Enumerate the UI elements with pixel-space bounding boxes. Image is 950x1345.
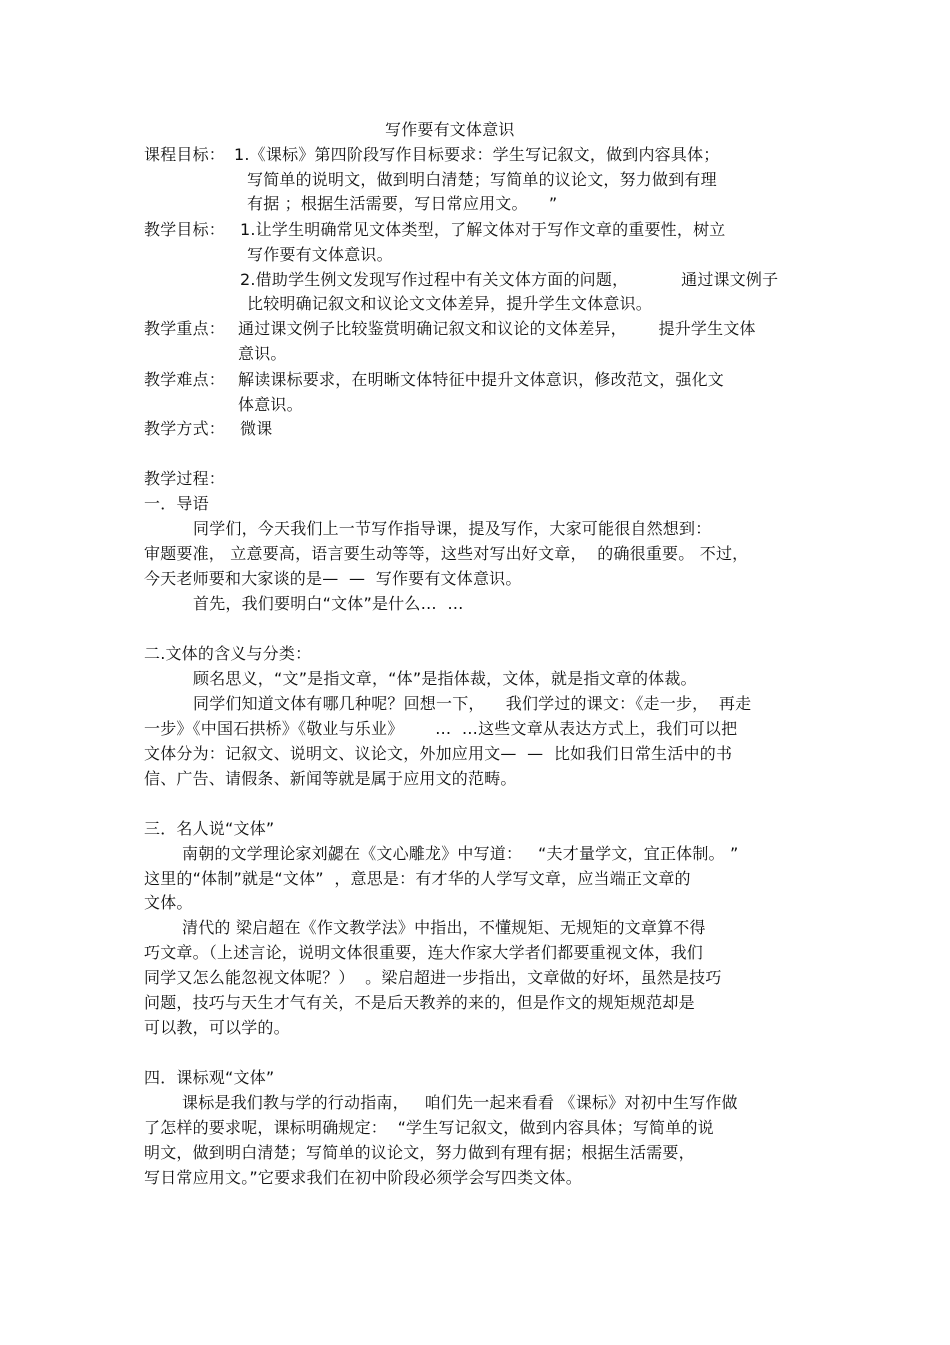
paragraph-line: 清代的 梁启超在《作文教学法》中指出，不懂规矩、无规矩的文章算不得 — [182, 918, 706, 937]
process-heading: 教学过程： — [144, 469, 226, 488]
key-point-line: 意识。 — [238, 344, 287, 363]
paragraph-line: 同学们，今天我们上一节写作指导课，提及写作，大家可能很自然想到： — [193, 519, 712, 538]
key-point-label: 教学重点： — [144, 319, 226, 338]
course-goal-line: 1.《课标》第四阶段写作目标要求：学生写记叙文，做到内容具体； — [234, 145, 720, 164]
method-value: 微课 — [240, 419, 273, 438]
paragraph-line: 这里的“体制”就是“文体” ，意思是：有才华的人学写文章，应当端正文章的 — [144, 869, 691, 888]
paragraph-line: 审题要准， 立意要高，语言要生动等等，这些对写出好文章， 的确很重要。 不过， — [144, 544, 749, 563]
paragraph-line: 一步》《中国石拱桥》《敬业与乐业》 … …这些文章从表达方式上，我们可以把 — [144, 719, 738, 738]
difficulty-line: 解读课标要求，在明晰文体特征中提升文体意识，修改范文，强化文 — [238, 370, 725, 389]
paragraph-line: 同学们知道文体有哪几种呢？回想一下， 我们学过的课文：《走一步， 再走 — [193, 694, 752, 713]
paragraph-line: 文体分为：记叙文、说明文、议论文，外加应用文— — 比如我们日常生活中的书 — [144, 744, 733, 763]
document-title: 写作要有文体意识 — [385, 120, 515, 139]
paragraph-line: 写日常应用文。”它要求我们在初中阶段必须学会写四类文体。 — [144, 1168, 582, 1187]
difficulty-label: 教学难点： — [144, 370, 226, 389]
paragraph-line: 同学又怎么能忽视文体呢？） 。梁启超进一步指出，文章做的好坏，虽然是技巧 — [144, 968, 722, 987]
paragraph-line: 信、广告、请假条、新闻等就是属于应用文的范畴。 — [144, 769, 517, 788]
teaching-goal-line: 写作要有文体意识。 — [247, 245, 393, 264]
course-goal-label: 课程目标： — [144, 145, 226, 164]
paragraph-line: 巧文章。（上述言论，说明文体很重要，连大作家大学者们都要重视文体，我们 — [144, 943, 704, 962]
teaching-goal-line: 2.借助学生例文发现写作过程中有关文体方面的问题， 通过课文例子 — [240, 270, 779, 289]
paragraph-line: 可以教，可以学的。 — [144, 1018, 290, 1037]
paragraph-line: 了怎样的要求呢，课标明确规定： “学生写记叙文，做到内容具体；写简单的说 — [144, 1118, 714, 1137]
section-heading: 二.文体的含义与分类： — [144, 644, 312, 663]
section-heading: 一．导语 — [144, 494, 209, 513]
paragraph-line: 首先，我们要明白“文体”是什么… … — [193, 594, 464, 613]
teaching-goal-line: 1.让学生明确常见文体类型，了解文体对于写作文章的重要性，树立 — [240, 220, 726, 239]
paragraph-line: 文体。 — [144, 893, 193, 912]
paragraph-line: 南朝的文学理论家刘勰在《文心雕龙》中写道： “夫才量学文，宜正体制。 ” — [182, 844, 739, 863]
key-point-line: 通过课文例子比较鉴赏明确记叙文和议论的文体差异， 提升学生文体 — [238, 319, 756, 338]
course-goal-line: 写简单的说明文，做到明白清楚；写简单的议论文，努力做到有理 — [247, 170, 717, 189]
section-heading: 三．名人说“文体” — [144, 819, 275, 838]
paragraph-line: 课标是我们教与学的行动指南， 咱们先一起来看看 《课标》对初中生写作做 — [182, 1093, 738, 1112]
paragraph-line: 顾名思义，“文”是指文章，“体”是指体裁，文体，就是指文章的体裁。 — [193, 669, 697, 688]
teaching-goal-line: 比较明确记叙文和议论文文体差异，提升学生文体意识。 — [247, 294, 653, 313]
paragraph-line: 问题，技巧与天生才气有关，不是后天教养的来的，但是作文的规矩规范却是 — [144, 993, 695, 1012]
paragraph-line: 今天老师要和大家谈的是— — 写作要有文体意识。 — [144, 569, 522, 588]
paragraph-line: 明文，做到明白清楚；写简单的议论文，努力做到有理有据；根据生活需要， — [144, 1143, 695, 1162]
section-heading: 四．课标观“文体” — [144, 1068, 275, 1087]
course-goal-line: 有据 ；根据生活需要，写日常应用文。 ” — [247, 194, 558, 213]
teaching-goal-label: 教学目标： — [144, 220, 226, 239]
method-label: 教学方式： — [144, 419, 226, 438]
difficulty-line: 体意识。 — [238, 395, 303, 414]
